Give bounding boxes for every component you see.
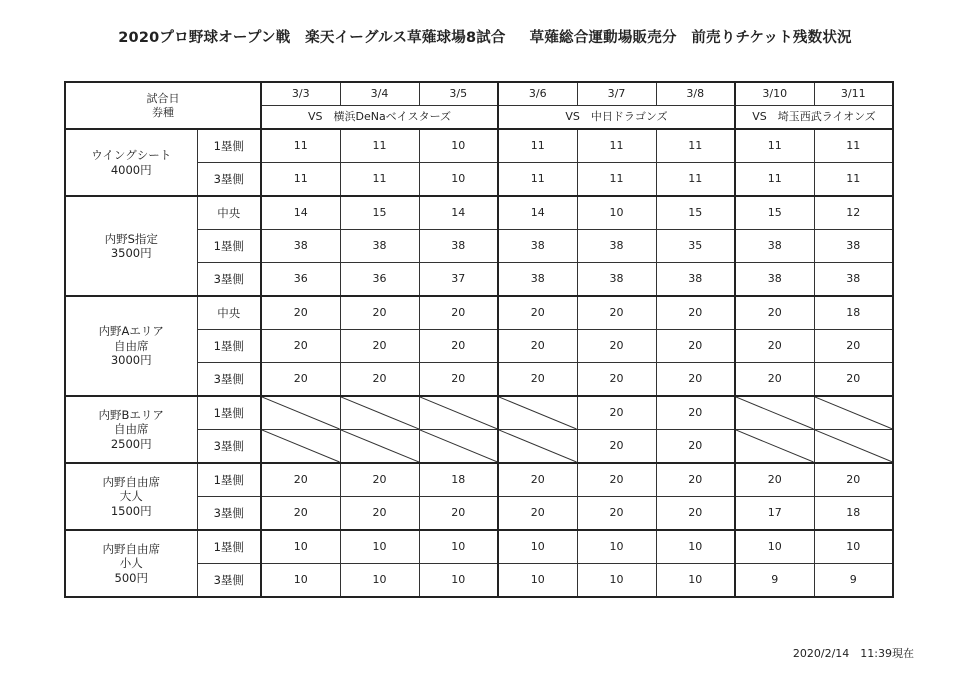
remaining-count: 9 [814, 564, 893, 598]
table-row [65, 463, 893, 497]
remaining-count: 14 [498, 196, 577, 230]
remaining-count: 20 [498, 497, 577, 531]
seat-side: 3塁側 [197, 363, 261, 397]
remaining-count: 11 [735, 163, 814, 197]
remaining-count: 11 [735, 129, 814, 163]
seat-side: 3塁側 [197, 430, 261, 464]
remaining-count: 15 [735, 196, 814, 230]
remaining-count: 20 [419, 363, 498, 397]
remaining-count: 35 [656, 230, 735, 263]
remaining-count: 38 [814, 263, 893, 297]
remaining-count: 11 [498, 163, 577, 197]
ticket-category [65, 396, 197, 463]
remaining-count: 38 [814, 230, 893, 263]
remaining-count: 10 [735, 530, 814, 564]
seat-side: 1塁側 [197, 396, 261, 430]
ticket-category-line: 大人 [119, 489, 143, 504]
remaining-count: 20 [498, 296, 577, 330]
remaining-count: 20 [261, 463, 340, 497]
not-available-cell [419, 396, 498, 430]
remaining-count: 10 [419, 530, 498, 564]
seat-side: 中央 [197, 296, 261, 330]
ticket-category-line: 3500円 [110, 246, 152, 260]
remaining-count: 20 [656, 463, 735, 497]
ticket-category-line: 4000円 [110, 162, 152, 177]
remaining-count: 38 [419, 230, 498, 263]
remaining-count: 10 [656, 530, 735, 564]
remaining-count: 36 [261, 263, 340, 297]
remaining-count: 20 [735, 463, 814, 497]
opponent-header: VS 横浜DeNaベイスターズ [261, 106, 498, 130]
not-available-cell [261, 430, 340, 464]
ticket-category-line: 2500円 [110, 436, 152, 451]
remaining-count: 20 [577, 463, 656, 497]
remaining-count: 10 [340, 564, 419, 598]
remaining-count: 10 [340, 530, 419, 564]
remaining-count: 38 [656, 263, 735, 297]
remaining-count: 20 [261, 363, 340, 397]
diagonal-slash-icon [420, 397, 498, 429]
remaining-count: 20 [340, 296, 419, 330]
remaining-count: 36 [340, 263, 419, 297]
header-corner [65, 82, 261, 129]
remaining-count: 20 [577, 430, 656, 464]
remaining-count: 20 [340, 330, 419, 363]
opponent-header: VS 埼玉西武ライオンズ [735, 106, 893, 130]
date-header: 3/5 [419, 82, 498, 106]
ticket-table [64, 81, 894, 598]
ticket-category-line: 内野自由席 [102, 541, 160, 556]
not-available-cell [261, 396, 340, 430]
seat-side: 3塁側 [197, 163, 261, 197]
remaining-count: 38 [498, 230, 577, 263]
remaining-count: 11 [814, 129, 893, 163]
diagonal-slash-icon [262, 397, 340, 429]
seat-side: 1塁側 [197, 230, 261, 263]
ticket-category-line: 内野Bエリア [98, 407, 164, 422]
remaining-count: 38 [577, 263, 656, 297]
remaining-count: 20 [656, 296, 735, 330]
diagonal-slash-icon [499, 397, 577, 429]
remaining-count: 11 [261, 129, 340, 163]
remaining-count: 11 [340, 129, 419, 163]
remaining-count: 11 [340, 163, 419, 197]
remaining-count: 38 [340, 230, 419, 263]
remaining-count: 38 [577, 230, 656, 263]
diagonal-slash-icon [262, 430, 340, 462]
remaining-count: 20 [498, 363, 577, 397]
seat-side: 3塁側 [197, 497, 261, 531]
diagonal-slash-icon [420, 430, 498, 462]
diagonal-slash-icon [736, 430, 814, 462]
remaining-count: 10 [577, 564, 656, 598]
diagonal-slash-icon [815, 397, 893, 429]
title-main: 2020プロ野球オープン戦 楽天イーグルス草薙球場8試合 [118, 30, 506, 46]
remaining-count: 37 [419, 263, 498, 297]
table-row [65, 196, 893, 230]
remaining-count: 20 [735, 330, 814, 363]
ticket-category [65, 296, 197, 396]
date-header: 3/10 [735, 82, 814, 106]
remaining-count: 10 [419, 129, 498, 163]
ticket-category [65, 530, 197, 597]
remaining-count: 38 [498, 263, 577, 297]
ticket-category-line: 3000円 [110, 353, 152, 368]
remaining-count: 20 [577, 363, 656, 397]
ticket-category-line: ウイングシート [91, 148, 172, 163]
not-available-cell [498, 430, 577, 464]
remaining-count: 20 [419, 296, 498, 330]
date-label: 試合日 [146, 91, 180, 105]
remaining-count: 38 [735, 263, 814, 297]
remaining-count: 11 [814, 163, 893, 197]
remaining-count: 20 [340, 363, 419, 397]
not-available-cell [498, 396, 577, 430]
remaining-count: 10 [261, 530, 340, 564]
page-title [0, 26, 970, 47]
remaining-count: 11 [498, 129, 577, 163]
date-header: 3/8 [656, 82, 735, 106]
table-row [65, 530, 893, 564]
remaining-count: 20 [577, 396, 656, 430]
remaining-count: 20 [340, 463, 419, 497]
remaining-count: 20 [735, 363, 814, 397]
seat-side: 中央 [197, 196, 261, 230]
timestamp: 2020/2/14 11:39現在 [792, 647, 914, 660]
remaining-count: 20 [656, 396, 735, 430]
remaining-count: 9 [735, 564, 814, 598]
remaining-count: 10 [656, 564, 735, 598]
remaining-count: 14 [419, 196, 498, 230]
ticket-category-line: 自由席 [114, 338, 149, 353]
date-header: 3/7 [577, 82, 656, 106]
remaining-count: 20 [735, 296, 814, 330]
remaining-count: 20 [498, 463, 577, 497]
remaining-count: 17 [735, 497, 814, 531]
remaining-count: 20 [656, 330, 735, 363]
ticket-category-line: 内野S指定 [104, 231, 158, 246]
remaining-count: 20 [261, 497, 340, 531]
remaining-count: 11 [577, 129, 656, 163]
remaining-count: 20 [656, 430, 735, 464]
ticket-category-line: 500円 [114, 570, 148, 585]
seat-side: 1塁側 [197, 463, 261, 497]
not-available-cell [735, 430, 814, 464]
remaining-count: 10 [498, 564, 577, 598]
remaining-count: 10 [577, 530, 656, 564]
ticket-category-line: 小人 [119, 556, 143, 571]
diagonal-slash-icon [499, 430, 577, 462]
remaining-count: 20 [814, 330, 893, 363]
remaining-count: 12 [814, 196, 893, 230]
table-row [65, 396, 893, 430]
ticket-category-line: 自由席 [114, 422, 149, 437]
remaining-count: 20 [814, 463, 893, 497]
remaining-count: 11 [656, 129, 735, 163]
remaining-count: 10 [498, 530, 577, 564]
remaining-count: 20 [656, 363, 735, 397]
seat-side: 3塁側 [197, 564, 261, 598]
seat-side: 1塁側 [197, 129, 261, 163]
remaining-count: 20 [261, 330, 340, 363]
seat-side: 3塁側 [197, 263, 261, 297]
not-available-cell [340, 396, 419, 430]
remaining-count: 15 [340, 196, 419, 230]
remaining-count: 20 [419, 330, 498, 363]
diagonal-slash-icon [815, 430, 893, 462]
ticket-category [65, 463, 197, 530]
remaining-count: 20 [656, 497, 735, 531]
ticket-category-line: 1500円 [110, 503, 152, 518]
remaining-count: 20 [498, 330, 577, 363]
seat-side: 1塁側 [197, 330, 261, 363]
not-available-cell [814, 430, 893, 464]
ticket-category [65, 129, 197, 196]
remaining-count: 18 [814, 296, 893, 330]
remaining-count: 11 [656, 163, 735, 197]
table-row [65, 296, 893, 330]
remaining-count: 10 [814, 530, 893, 564]
remaining-count: 11 [261, 163, 340, 197]
not-available-cell [814, 396, 893, 430]
remaining-count: 38 [735, 230, 814, 263]
remaining-count: 14 [261, 196, 340, 230]
remaining-count: 20 [340, 497, 419, 531]
remaining-count: 20 [577, 330, 656, 363]
remaining-count: 20 [419, 497, 498, 531]
type-label: 券種 [152, 105, 174, 119]
title-sub: 草薙総合運動場販売分 前売りチケット残数状況 [529, 30, 852, 46]
remaining-count: 11 [577, 163, 656, 197]
remaining-count: 18 [419, 463, 498, 497]
ticket-category-line: 内野自由席 [102, 474, 160, 489]
diagonal-slash-icon [736, 397, 814, 429]
remaining-count: 10 [261, 564, 340, 598]
remaining-count: 18 [814, 497, 893, 531]
remaining-count: 20 [577, 296, 656, 330]
date-header: 3/6 [498, 82, 577, 106]
diagonal-slash-icon [341, 430, 419, 462]
remaining-count: 20 [577, 497, 656, 531]
not-available-cell [340, 430, 419, 464]
remaining-count: 10 [577, 196, 656, 230]
seat-side: 1塁側 [197, 530, 261, 564]
remaining-count: 15 [656, 196, 735, 230]
date-header: 3/11 [814, 82, 893, 106]
ticket-category [65, 196, 197, 296]
diagonal-slash-icon [341, 397, 419, 429]
date-header: 3/4 [340, 82, 419, 106]
remaining-count: 20 [814, 363, 893, 397]
not-available-cell [419, 430, 498, 464]
table-row [65, 129, 893, 163]
ticket-category-line: 内野Aエリア [98, 324, 164, 339]
remaining-count: 38 [261, 230, 340, 263]
remaining-count: 10 [419, 163, 498, 197]
date-header: 3/3 [261, 82, 340, 106]
not-available-cell [735, 396, 814, 430]
remaining-count: 10 [419, 564, 498, 598]
remaining-count: 20 [261, 296, 340, 330]
opponent-header: VS 中日ドラゴンズ [498, 106, 735, 130]
